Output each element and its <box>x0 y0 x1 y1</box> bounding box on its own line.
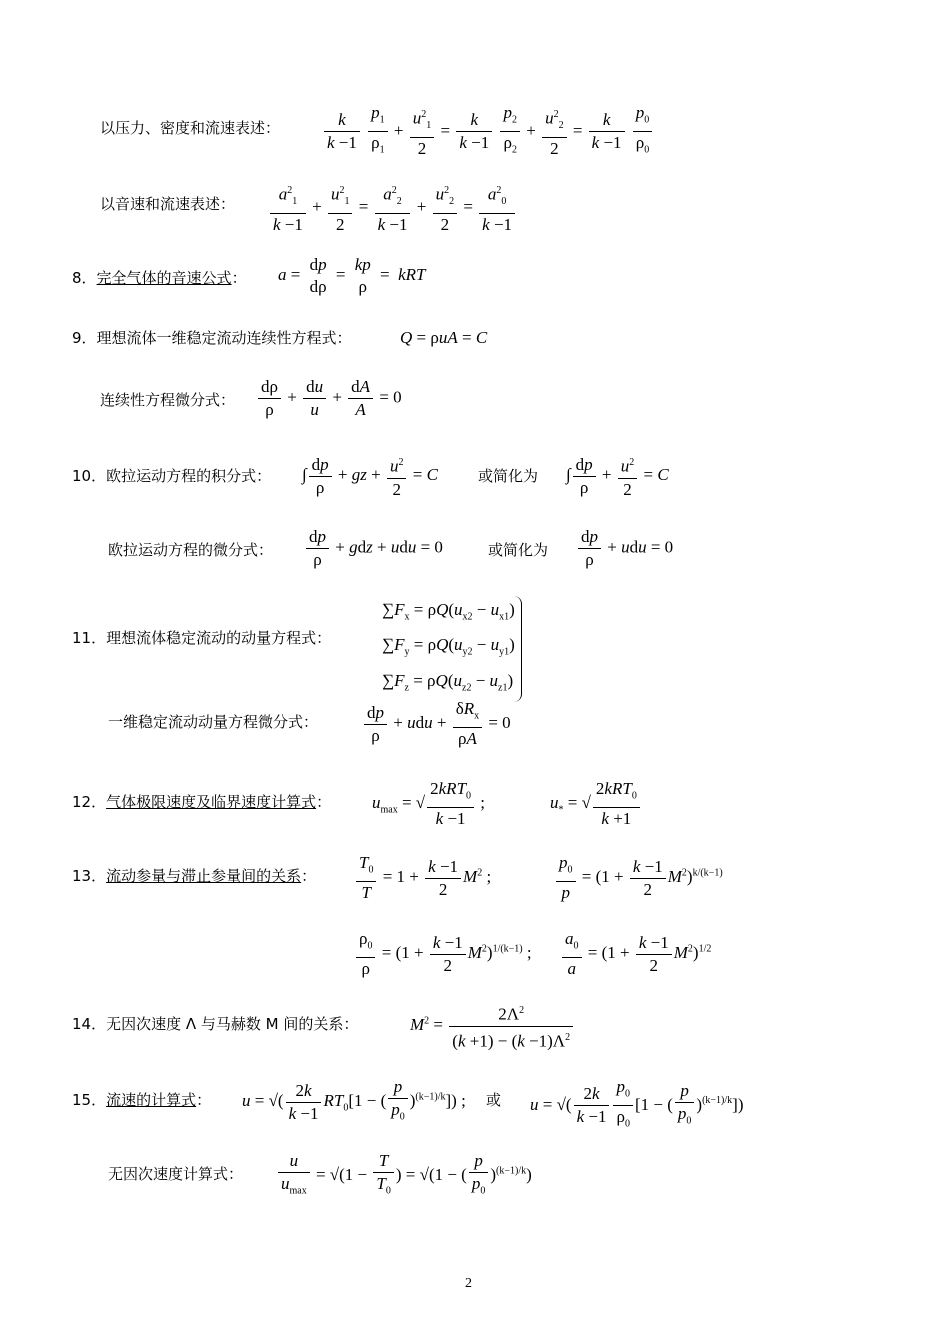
label-7a: 以压力、密度和流速表述： <box>100 119 281 137</box>
formula-12a: $u_{max}$ = √ $\frac{2kRT_0}{k -1}$ ; <box>372 779 486 829</box>
formula-9: Q = ρuA = C <box>400 328 488 347</box>
formula-13c: $\frac{\rho_0}{\rho}$ = (1 + $\frac{k -1}{2}$ $M^2)^{1/(k-1)}$ ; <box>354 928 532 980</box>
formula-13a: $\frac{T_0}{T}$ = 1 + $\frac{k -1}{2}$ $M^2$ ; <box>354 852 491 904</box>
formula-11b: $\frac{dp}{\rho}$ + udu + $\frac{\delta R_x}{\rho A}$ = 0 <box>362 698 511 750</box>
formula-15a: u = √( $\frac{2k}{k -1}$ $RT_0[1$ − ( $\frac{p}{p_0}$ )$^{(k-1)/k}$]) ; <box>242 1077 466 1123</box>
label-8: 8．完全气体的音速公式： <box>72 269 247 287</box>
formula-7b: $\frac{a^2_1}{k -1}$ + $\frac{u^2_1}{2}$ = $\frac{a^2_2}{k -1}$ + $\frac{u^2_2}{2}$ = $\frac{a^2_0}{k -1}$ <box>268 180 517 236</box>
page-number: 2 <box>465 1276 472 1291</box>
label-9: 9．理想流体一维稳定流动连续性方程式： <box>72 329 352 347</box>
label-10: 10．欧拉运动方程的积分式： <box>72 467 272 485</box>
label-12: 12．气体极限速度及临界速度计算式： <box>72 793 332 811</box>
formula-7a: $\frac{k}{k -1}$ $\frac{p_1}{\rho_1}$ + $\frac{u^2_1}{2}$ = $\frac{k}{k -1}$ $\frac{p_2}{\rho_2}$ + $\frac{u^2_2}{2}$ = $\frac{k}{k -1}$ $\frac{p_0}{\rho_0}$ <box>322 102 654 162</box>
formula-15b-dimless: $\frac{u}{u_{max}}$ = √(1 − $\frac{T}{T_0}$ ) = √(1 − ( $\frac{p}{p_0}$ )$^{(k-1)/k}$) <box>276 1150 532 1202</box>
label-13: 13．流动参量与滞止参量间的关系： <box>72 867 317 885</box>
label-15-alt: 或 <box>486 1091 502 1109</box>
label-15b: 无因次速度计算式： <box>108 1165 244 1183</box>
label-14: 14．无因次速度 Λ 与马赫数 M 间的关系： <box>72 1015 359 1033</box>
formula-15b: u = √( $\frac{2k}{k -1}$ $\frac{p_0}{\rho_0}$ [1 − ( $\frac{p}{p_0}$ )$^{(k-1)/k}$]) <box>530 1077 744 1130</box>
formula-10b-alt: $\frac{dp}{\rho}$ + udu = 0 <box>576 526 673 571</box>
formula-13d: $\frac{a_0}{a}$ = (1 + $\frac{k -1}{2}$ $M^2)^{1/2}$ <box>560 928 711 980</box>
formula-9b: $\frac{d\rho}{\rho}$ + $\frac{du}{u}$ + $\frac{dA}{A}$ = 0 <box>256 376 402 421</box>
formula-11: $\sum F_x = \rho Q(u_{x2} - u_{x1})$ $\sum F_y = \rho Q(u_{y2} - u_{y1})$ $\sum F_z = \rho Q(u_{z2} - u_{z1})$ <box>382 596 522 702</box>
label-10b-alt: 或简化为 <box>488 541 549 559</box>
formula-12b: $u_*$ = √ $\frac{2kRT_0}{k +1}$ <box>550 778 642 830</box>
formula-10-alt: ∫ $\frac{dp}{\rho}$ + $\frac{u^2}{2}$ = C <box>566 452 669 501</box>
label-11b: 一维稳定流动动量方程微分式： <box>108 713 319 731</box>
label-9b: 连续性方程微分式： <box>100 391 236 409</box>
formula-8: a = dp dρ = kp ρ = kRT <box>278 255 426 296</box>
formula-13b: $\frac{p_0}{p}$ = (1 + $\frac{k -1}{2}$ $M^2)^{k/(k-1)}$ <box>554 852 723 904</box>
label-11: 11．理想流体稳定流动的动量方程式： <box>72 629 332 647</box>
formula-14: $M^2$ = $\frac{2\Lambda^2}{(k +1) - (k -1)\Lambda^2}$ <box>410 1000 575 1052</box>
label-10-alt: 或简化为 <box>478 467 539 485</box>
label-15: 15．流速的计算式： <box>72 1091 212 1109</box>
label-7b: 以音速和流速表述： <box>100 195 236 213</box>
formula-10b: $\frac{dp}{\rho}$ + gdz + udu = 0 <box>304 526 443 571</box>
label-10b: 欧拉运动方程的微分式： <box>108 541 274 559</box>
formula-10: ∫ $\frac{dp}{\rho}$ + gz + $\frac{u^2}{2}$ = C <box>302 452 438 501</box>
